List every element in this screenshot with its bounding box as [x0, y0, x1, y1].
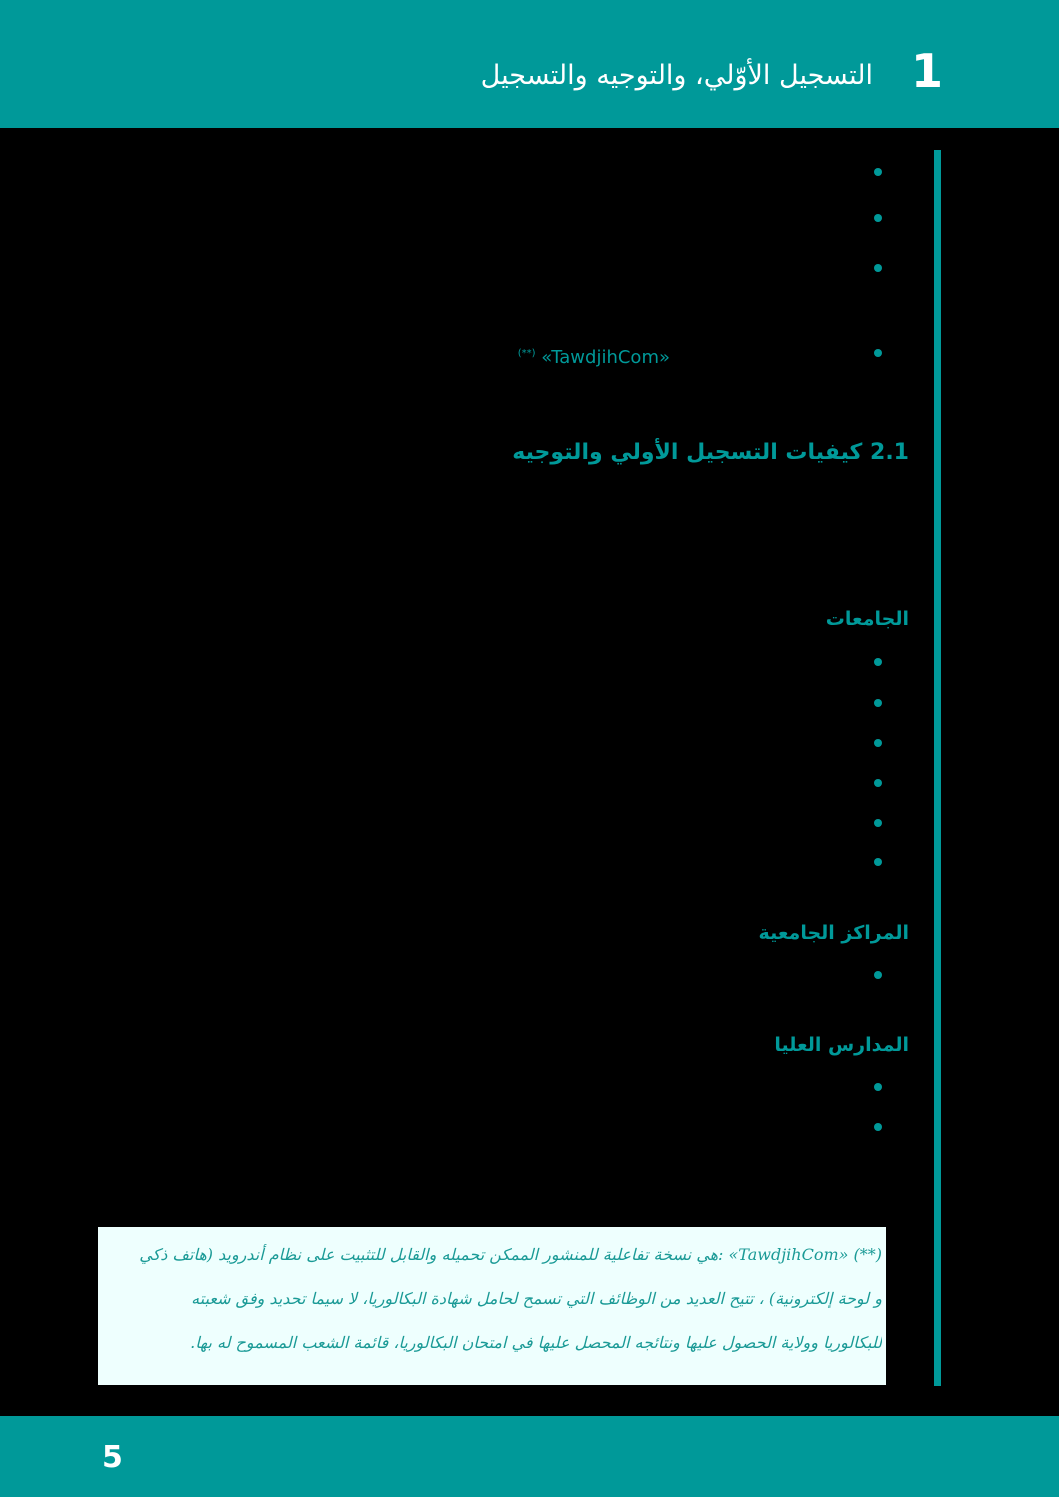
bullet-marker: [874, 658, 882, 666]
bullet-marker: [874, 168, 882, 176]
app-mention: [518, 343, 670, 369]
bullet-marker: [874, 858, 882, 866]
bullet-marker: [874, 349, 882, 357]
footnote-line: للبكالوريا وولاية الحصول عليها ونتائجه المحصل عليها في امتحان البكالوريا، قائمة الشعب المسموح له بها.: [190, 1333, 882, 1352]
bullet-marker: [874, 779, 882, 787]
footnote-line: و لوحة إلكترونية) ، تتيح العديد من الوظائف التي تسمح لحامل شهادة البكالوريا، لا سيما تحديد وفق شعبته: [191, 1289, 882, 1308]
bullet-marker: [874, 699, 882, 707]
subheading-university-centers: المراكز الجامعية: [758, 922, 909, 944]
bullet-marker: [874, 264, 882, 272]
bullet-marker: [874, 819, 882, 827]
bullet-marker: [874, 214, 882, 222]
subheading-universities: الجامعات: [825, 608, 909, 630]
section-heading: 2.1 كيفيات التسجيل الأولي والتوجيه: [512, 440, 909, 465]
page-footer-band: [0, 1416, 1059, 1497]
subheading-higher-schools: المدارس العليا: [774, 1034, 909, 1056]
page-number: 5: [102, 1440, 123, 1475]
side-rule: [934, 150, 941, 1386]
bullet-marker: [874, 1123, 882, 1131]
footnote-line: (**) «TawdjihCom» :هي نسخة تفاعلية للمنشور الممكن تحميله والقابل للتثبيت على نظام أندرويد (هاتف ذكي: [139, 1245, 882, 1264]
chapter-title: التسجيل الأوّلي، والتوجيه والتسجيل: [480, 60, 873, 91]
bullet-marker: [874, 1083, 882, 1091]
chapter-number: 1: [910, 44, 943, 98]
app-name: «TawdjihCom»: [541, 347, 670, 368]
bullet-marker: [874, 971, 882, 979]
footnote-box: [98, 1227, 886, 1385]
bullet-marker: [874, 739, 882, 747]
footnote-ref: (**): [517, 348, 536, 359]
